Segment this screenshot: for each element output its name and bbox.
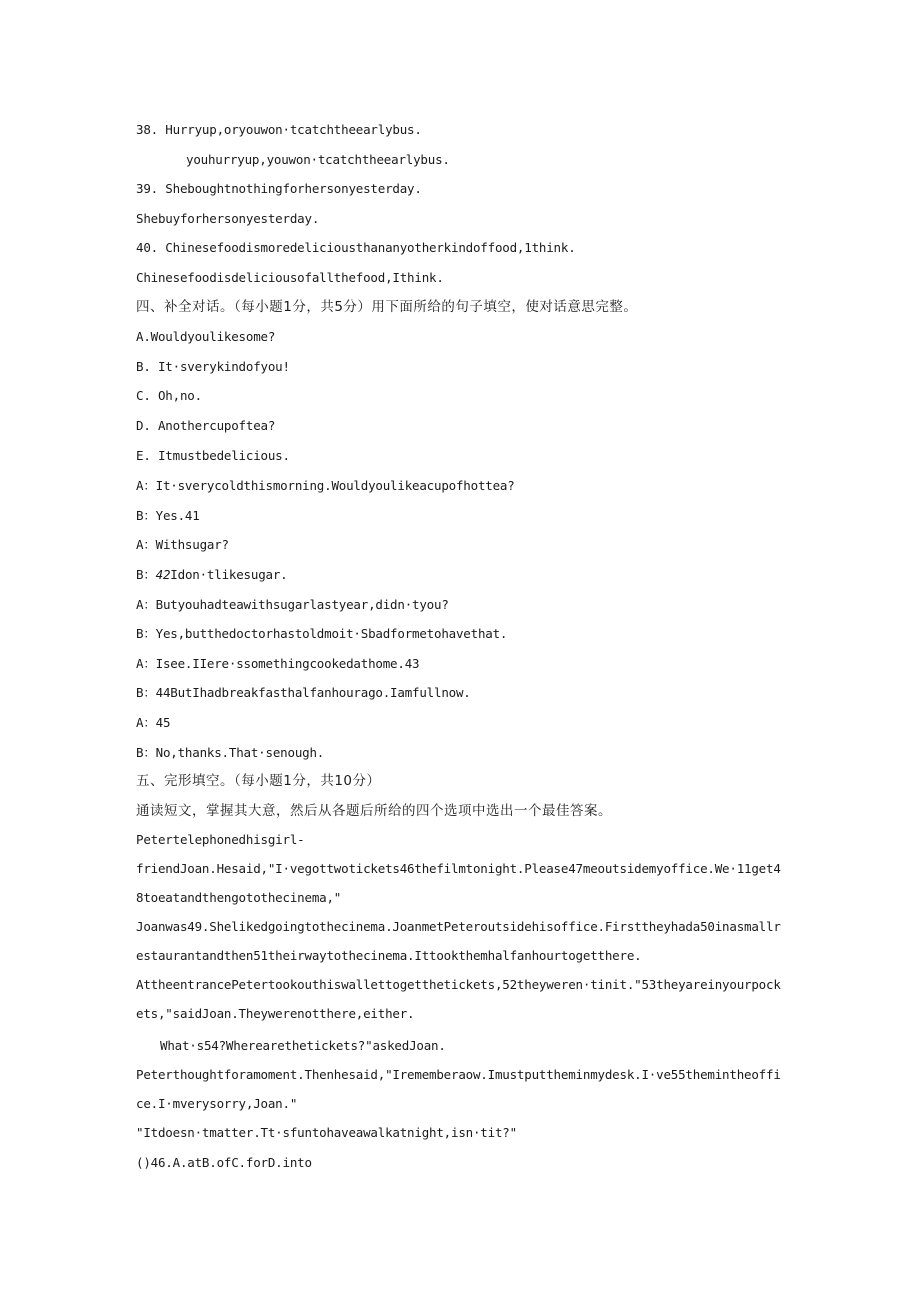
dialogue-text: Idon·tlikesugar. xyxy=(170,567,288,582)
dialogue-line: A：45 xyxy=(136,715,171,730)
passage-line: Petertelephonedhisgirl- xyxy=(136,832,305,847)
question-46-options: ()46.A.atB.ofC.forD.into xyxy=(136,1155,312,1170)
section-5-heading: 五、完形填空。（每小题1分，共10分） xyxy=(136,773,381,789)
passage-line: ets,"saidJoan.Theywerenotthere,either. xyxy=(136,1006,415,1021)
blank-number: 42 xyxy=(155,567,171,582)
speaker-label: B： xyxy=(136,567,156,582)
q40-line: 40. Chinesefoodismoredeliciousthananyotherkindoffood,1think. xyxy=(136,240,576,255)
option-c: C. Oh,no. xyxy=(136,388,202,403)
q39-answer-line: Shebuyforhersonyesterday. xyxy=(136,211,320,226)
passage-line: 8toeatandthengotothecinema," xyxy=(136,890,342,905)
dialogue-line: A：Isee.IIere·ssomethingcookedathome.43 xyxy=(136,656,420,671)
dialogue-line: A：Butyouhadteawithsugarlastyear,didn·tyou? xyxy=(136,597,449,612)
q39-line: 39. Sheboughtnothingforhersonyesterday. xyxy=(136,181,422,196)
dialogue-line: B：Yes.41 xyxy=(136,508,200,523)
q40-answer-line: Chinesefoodisdeliciousofallthefood,Ithink. xyxy=(136,270,444,285)
option-b: B. It·sverykindofyou! xyxy=(136,359,290,374)
option-d: D. Anothercupoftea? xyxy=(136,418,276,433)
dialogue-line: A：It·sverycoldthismorning.Wouldyoulikeacupofhottea? xyxy=(136,478,515,493)
section-5-instructions: 通读短文，掌握其大意，然后从各题后所给的四个选项中选出一个最佳答案。 xyxy=(136,803,612,819)
passage-line: friendJoan.Hesaid,"I·vegottwotickets46thefilmtonight.Please47meoutsidemyoffice.We·11get4 xyxy=(136,861,781,876)
passage-line: Joanwas49.Shelikedgoingtothecinema.JoanmetPeteroutsidehisoffice.Firsttheyhada50inasmallr xyxy=(136,919,781,934)
passage-line: What·s54?Wherearethetickets?"askedJoan. xyxy=(160,1038,446,1053)
dialogue-line: B：No,thanks.That·senough. xyxy=(136,745,325,760)
q38-answer-line: youhurryup,youwon·tcatchtheearlybus. xyxy=(186,152,450,167)
option-e: E. Itmustbedelicious. xyxy=(136,448,290,463)
section-4-heading: 四、补全对话。（每小题1分，共5分）用下面所给的句子填空，使对话意思完整。 xyxy=(136,299,638,315)
passage-line: estaurantandthen51theirwaytothecinema.Ittookthemhalfanhourtogetthere. xyxy=(136,948,642,963)
passage-line: "Itdoesn·tmatter.Tt·sfuntohaveawalkatnight,isn·tit?" xyxy=(136,1125,517,1140)
q38-line: 38. Hurryup,oryouwon·tcatchtheearlybus. xyxy=(136,122,422,137)
dialogue-line: B：Yes,butthedoctorhastoldmoit·Sbadformetohavethat. xyxy=(136,626,508,641)
dialogue-line: A：Withsugar? xyxy=(136,537,229,552)
dialogue-line xyxy=(136,567,288,583)
dialogue-line: B：44ButIhadbreakfasthalfanhourago.Iamfullnow. xyxy=(136,685,471,700)
passage-line: ce.I·mverysorry,Joan." xyxy=(136,1096,298,1111)
option-a: A.Wouldyoulikesome? xyxy=(136,329,276,344)
passage-line: Peterthoughtforamoment.Thenhesaid,"Irememberaow.Imustputtheminmydesk.I·ve55themintheoffi xyxy=(136,1067,781,1082)
passage-line: AttheentrancePetertookouthiswallettogetthetickets,52theyweren·tinit."53theyareinyourpock xyxy=(136,977,781,992)
